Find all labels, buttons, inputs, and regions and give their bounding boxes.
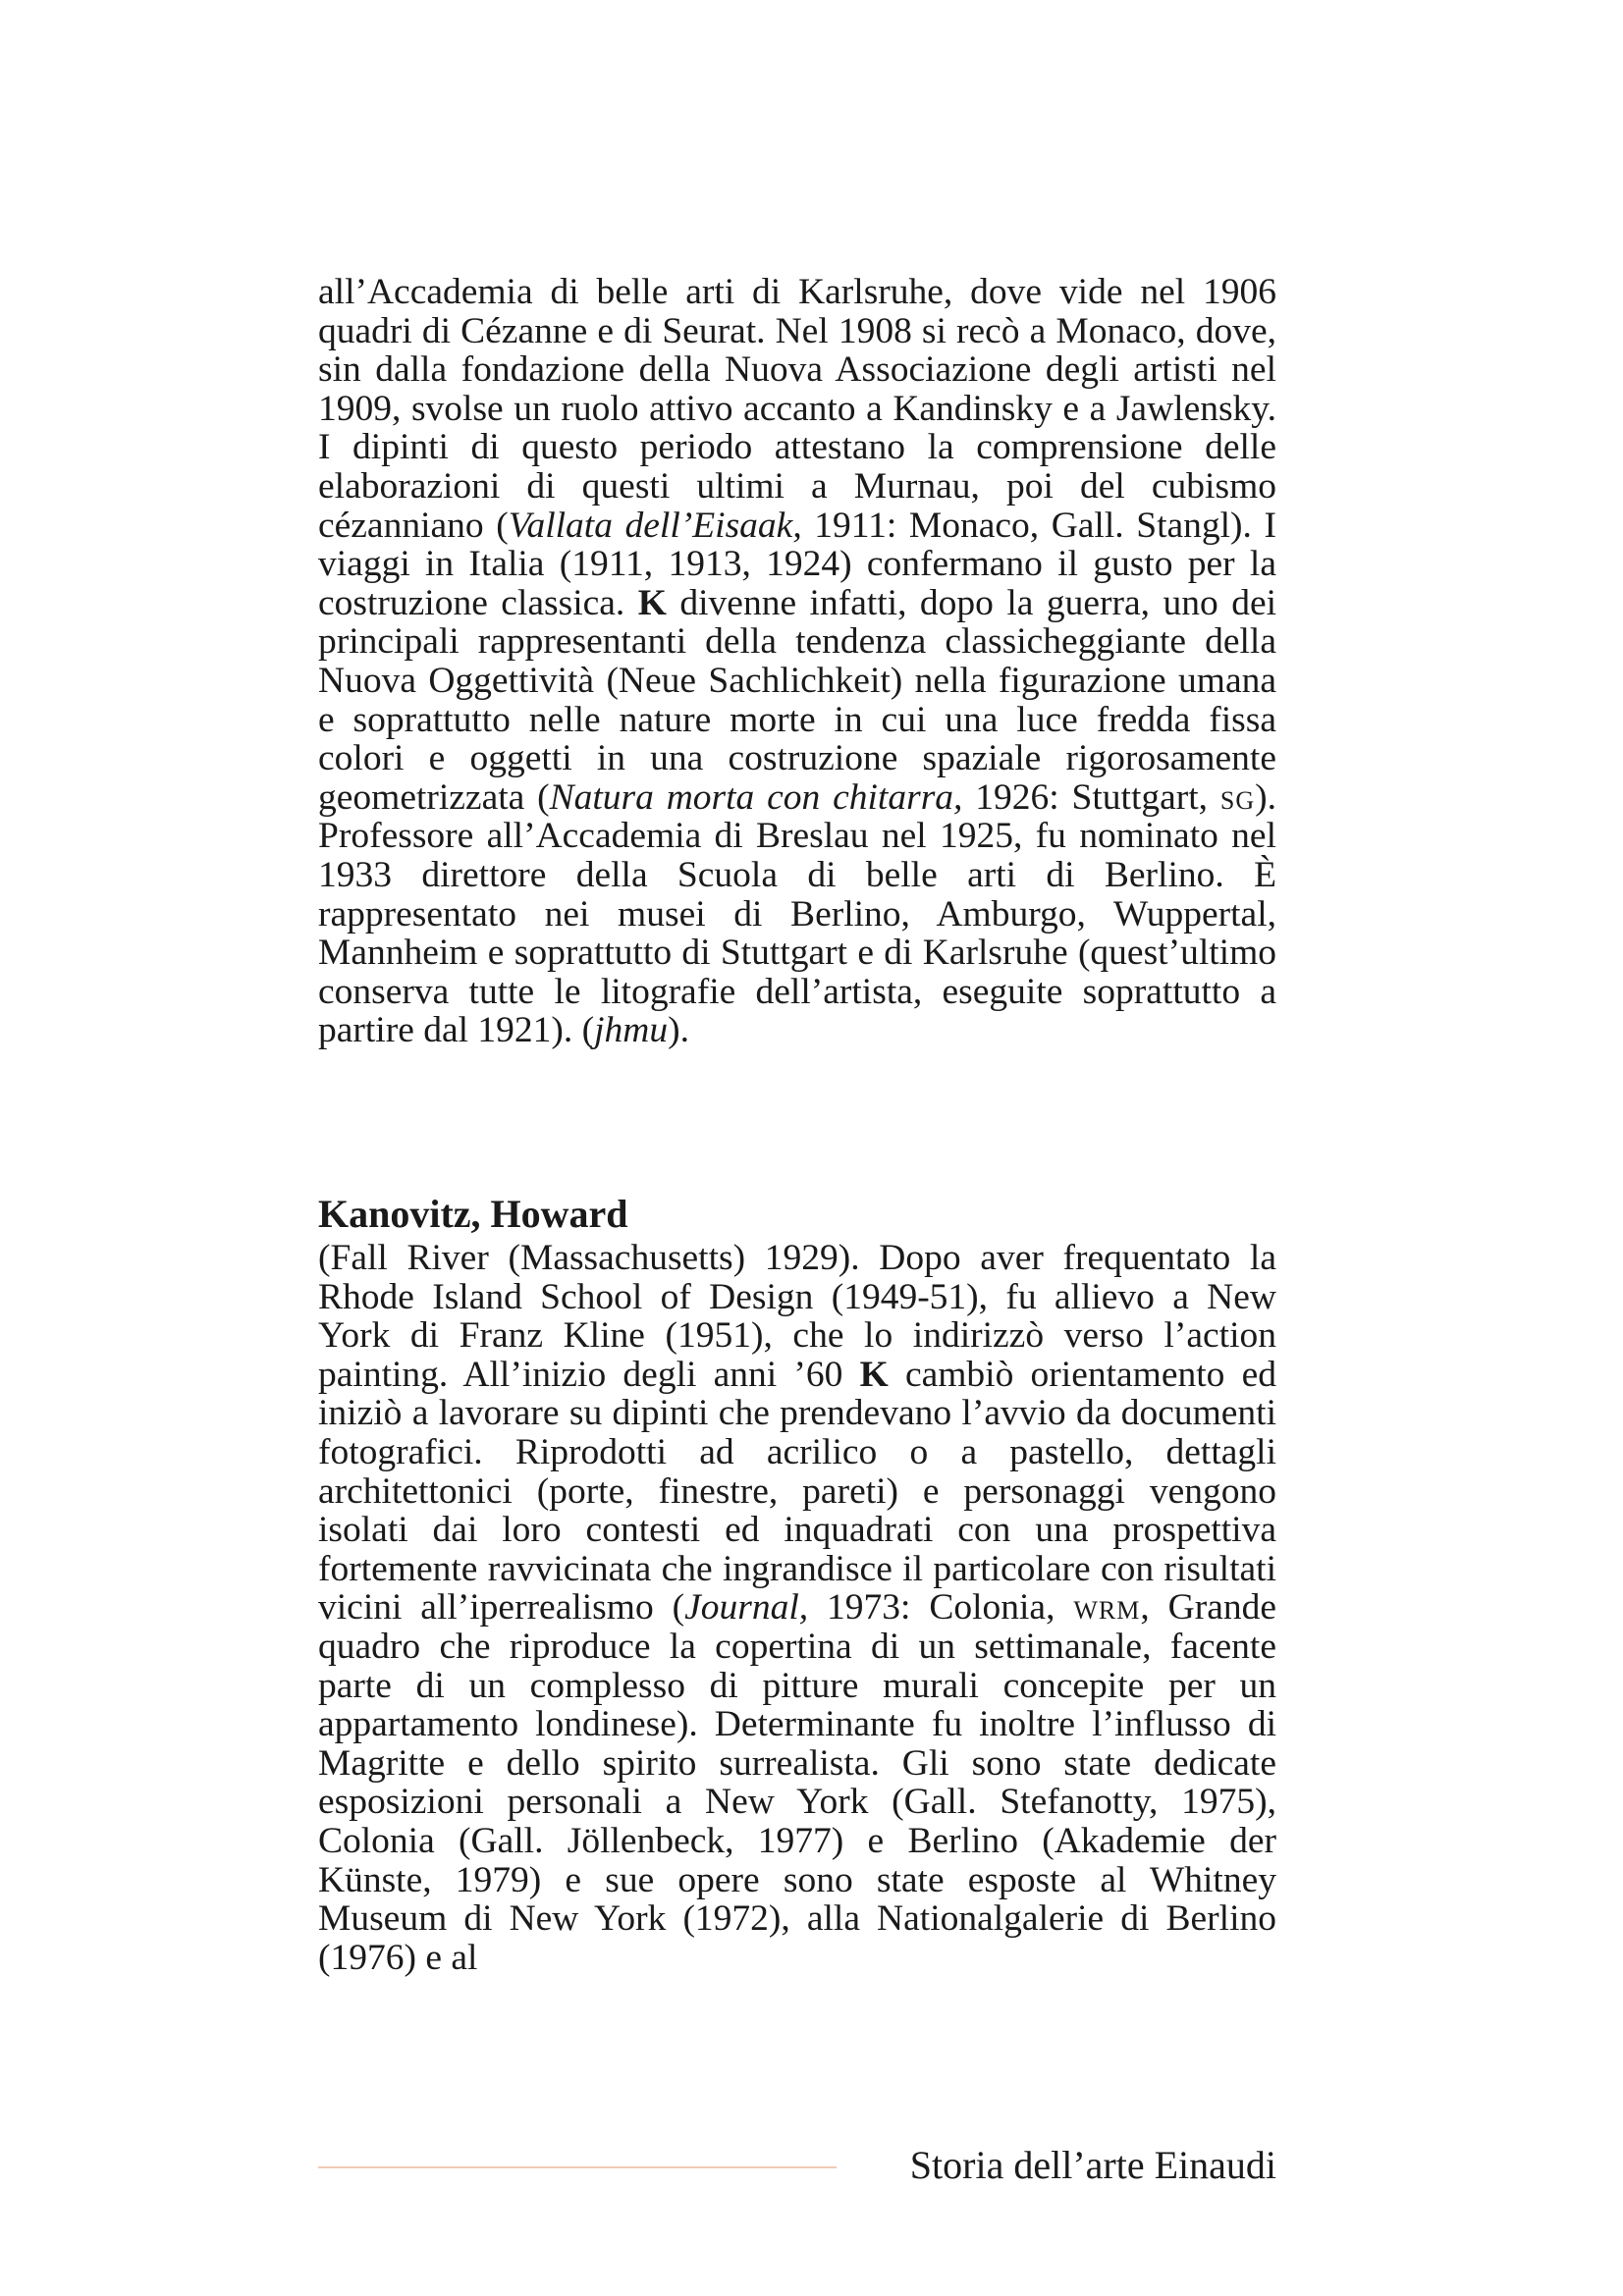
footer-title: Storia dell’arte Einaudi (909, 2143, 1276, 2187)
museum-abbreviation: wrm (1073, 1587, 1141, 1629)
artwork-title: Journal, (684, 1587, 809, 1629)
text-run: all’Accademia di belle arti di Karlsruhe, dove vide nel 1906 quadri di Cézanne e di Seurat. Nel 1908 si recò a Monaco, dove, sin dalla fondazione della Nuova Associazione degli artisti nel 1909, svolse un ruolo attivo accanto a Kandinsky e a Jawlensky. I dipinti di questo periodo attestano la comprensione delle elaborazioni di questi ultimi a Murnau, poi del cubismo cézanniano ( (318, 272, 1276, 546)
entry-heading: Kanovitz, Howard (318, 1192, 628, 1236)
text-run: (Fall River (Massachusetts) 1929). Dopo aver frequentato la Rhode Island School of Design (1949-51), fu allievo a New York di Franz Kline (1951), che lo indirizzò verso l’action painting. All’inizio degli anni ’60 (318, 1238, 1276, 1395)
text-run: , Grande quadro che riproduce la copertina di un settimanale, facente parte di un complesso di pitture murali concepite per un appartamento londinese). Determinante fu inoltre l’influsso di Magritte e dello spirito surrealista. Gli sono state dedicate esposizioni personali a New York (Gall. Stefanotty, 1975), Colonia (Gall. Jöllenbeck, 1977) e Berlino (Akademie der Künste, 1979) e sue opere sono state esposte al Whitney Museum di New York (1972), alla Nationalgalerie di Berlino (1976) e al (318, 1587, 1276, 1978)
entry-paragraph (318, 1239, 1276, 1977)
text-run: 1911: Monaco, Gall. Stangl). I viaggi in Italia (1911, 1913, 1924) confermano il gusto per la costruzione classica. (318, 505, 1276, 623)
text-run: 1926: Stuttgart, (962, 776, 1220, 818)
text-run: cambiò orientamento ed iniziò a lavorare su dipinti che prendevano l’avvio da documenti fotografici. Riprodotti ad acrilico o a pastello, dettagli architettonici (porte, finestre, pareti) e personaggi vengono isolati dai loro contesti ed inquadrati con una prospettiva fortemente ravvicinata che ingrandisce il particolare con risultati vicini all’iperrealismo ( (318, 1354, 1277, 1629)
footer-rule (318, 2166, 837, 2168)
museum-abbreviation: sg (1219, 776, 1256, 818)
entry-initial: K (859, 1354, 889, 1395)
text-run: ). Professore all’Accademia di Breslau nel 1925, fu nominato nel 1933 direttore della Scuola di belle arti di Berlino. È rappresentato nei musei di Berlino, Amburgo, Wuppertal, Mannheim e soprattutto di Stuttgart e di Karlsruhe (quest’ultimo conserva tutte le litografie dell’artista, eseguite soprattutto a partire dal 1921). ( (318, 776, 1276, 1051)
continued-entry-paragraph (318, 273, 1276, 1050)
text-run: ). (668, 1010, 690, 1051)
text-run: divenne infatti, dopo la guerra, uno dei principali rappresentanti della tendenza classicheggiante della Nuova Oggettività (Neue Sachlichkeit) nella figurazione umana e soprattutto nelle nature morte in cui una luce fredda fissa colori e oggetti in una costruzione spaziale rigorosamente geometrizzata ( (318, 582, 1277, 818)
text-run: 1973: Colonia, (808, 1587, 1074, 1629)
author-initials: jhmu (594, 1010, 669, 1051)
artwork-title: Vallata dell’Eisaak, (508, 505, 802, 546)
entry-initial: K (637, 582, 667, 623)
artwork-title: Natura morta con chitarra, (549, 776, 963, 818)
entry-text (318, 1239, 1276, 1977)
continued-entry-text (318, 273, 1276, 1050)
